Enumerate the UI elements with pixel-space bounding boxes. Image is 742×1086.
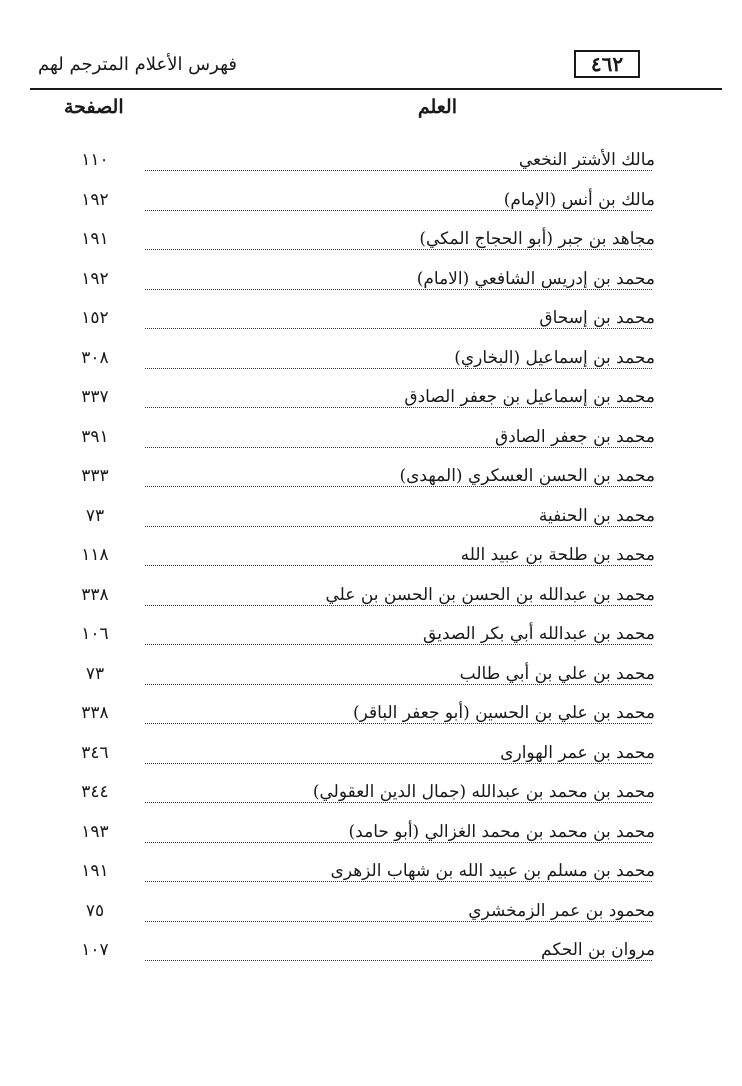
dot-leader — [145, 447, 652, 448]
dot-leader — [145, 684, 652, 685]
entry-name: محمد بن إسحاق — [535, 308, 655, 328]
index-entry — [0, 379, 742, 419]
dot-leader — [145, 328, 652, 329]
dot-leader — [145, 526, 652, 527]
index-entry — [0, 735, 742, 775]
running-title: فهرس الأعلام المترجم لهم — [38, 54, 237, 75]
entry-page-number: ١٩٢ — [81, 189, 109, 210]
entry-name: مالك بن أنس (الإمام) — [500, 190, 655, 210]
entry-name: محمد بن علي بن أبي طالب — [456, 664, 655, 684]
dot-leader — [145, 723, 652, 724]
index-entry — [0, 340, 742, 380]
entry-page-number: ٧٥ — [85, 900, 105, 921]
entry-name: محمد بن طلحة بن عبيد الله — [457, 545, 655, 565]
index-entry — [0, 142, 742, 182]
index-entry — [0, 182, 742, 222]
index-entry — [0, 932, 742, 972]
column-header-page: الصفحة — [64, 96, 124, 118]
index-list — [0, 142, 742, 972]
dot-leader — [145, 960, 652, 961]
dot-leader — [145, 565, 652, 566]
entry-page-number: ٣٩١ — [81, 426, 109, 447]
entry-page-number: ١٩٢ — [81, 268, 109, 289]
index-entry — [0, 261, 742, 301]
entry-name: محمد بن محمد بن عبدالله (جمال الدين العقولي) — [309, 782, 655, 802]
index-entry — [0, 656, 742, 696]
dot-leader — [145, 486, 652, 487]
entry-page-number: ١٥٢ — [81, 308, 109, 328]
index-entry — [0, 458, 742, 498]
entry-name: محمد بن مسلم بن عبيد الله بن شهاب الزهرى — [327, 861, 655, 881]
entry-name: محمد بن الحسن العسكري (المهدى) — [395, 466, 655, 486]
dot-leader — [145, 249, 652, 250]
page-header — [30, 44, 722, 90]
entry-page-number: ٣٣٣ — [81, 466, 109, 486]
entry-page-number: ١١٠ — [81, 150, 109, 170]
dot-leader — [145, 289, 652, 290]
index-entry — [0, 537, 742, 577]
entry-name: محمد بن عبدالله أبي بكر الصديق — [419, 624, 655, 644]
dot-leader — [145, 368, 652, 369]
column-header-name-text: العلم — [417, 96, 457, 118]
entry-name: محمد بن محمد بن محمد الغزالي (أبو حامد) — [345, 822, 655, 842]
dot-leader — [145, 921, 652, 922]
page-number-box: ٤٦٢ — [574, 50, 640, 78]
entry-page-number: ٧٣ — [85, 663, 105, 684]
entry-name: محمد بن إدريس الشافعي (الامام) — [413, 269, 655, 289]
entry-name: محمد بن إسماعيل (البخاري) — [450, 348, 655, 368]
entry-page-number: ١٠٦ — [81, 624, 109, 644]
index-entry — [0, 577, 742, 617]
entry-page-number: ٣٣٧ — [81, 387, 109, 407]
index-entry — [0, 419, 742, 459]
entry-name: محمود بن عمر الزمخشري — [464, 901, 655, 921]
dot-leader — [145, 605, 652, 606]
entry-page-number: ١٩١ — [81, 861, 109, 881]
entry-name: محمد بن جعفر الصادق — [491, 427, 655, 447]
dot-leader — [145, 802, 652, 803]
index-entry — [0, 616, 742, 656]
entry-page-number: ٣٣٨ — [81, 703, 109, 723]
dot-leader — [145, 210, 652, 211]
entry-name: محمد بن عبدالله بن الحسن بن الحسن بن علي — [322, 585, 656, 605]
index-entry — [0, 695, 742, 735]
dot-leader — [145, 763, 652, 764]
dot-leader — [145, 644, 652, 645]
entry-name: محمد بن الحنفية — [535, 506, 655, 526]
entry-name: مجاهد بن جبر (أبو الحجاج المكي) — [415, 229, 655, 249]
entry-name: مالك الأشتر النخعي — [515, 150, 655, 170]
entry-name: محمد بن إسماعيل بن جعفر الصادق — [400, 387, 655, 407]
entry-name: مروان بن الحكم — [537, 940, 655, 960]
entry-page-number: ١٠٧ — [81, 940, 109, 960]
dot-leader — [145, 407, 652, 408]
index-entry — [0, 814, 742, 854]
index-entry — [0, 498, 742, 538]
index-entry — [0, 853, 742, 893]
entry-page-number: ١١٨ — [81, 545, 109, 565]
index-entry — [0, 221, 742, 261]
index-entry — [0, 300, 742, 340]
entry-name: محمد بن علي بن الحسين (أبو جعفر الباقر) — [349, 703, 655, 723]
dot-leader — [145, 881, 652, 882]
dot-leader — [145, 842, 652, 843]
index-entry — [0, 774, 742, 814]
column-header-name — [418, 96, 457, 118]
index-entry — [0, 893, 742, 933]
entry-page-number: ٣٤٦ — [81, 742, 109, 763]
dot-leader — [145, 170, 652, 171]
entry-page-number: ١٩١ — [81, 229, 109, 249]
entry-page-number: ٧٣ — [85, 505, 105, 526]
entry-page-number: ٣٣٨ — [81, 584, 109, 605]
entry-name: محمد بن عمر الهوارى — [496, 743, 655, 763]
entry-page-number: ١٩٣ — [81, 821, 109, 842]
entry-page-number: ٣٠٨ — [81, 347, 109, 368]
entry-page-number: ٣٤٤ — [81, 782, 109, 802]
